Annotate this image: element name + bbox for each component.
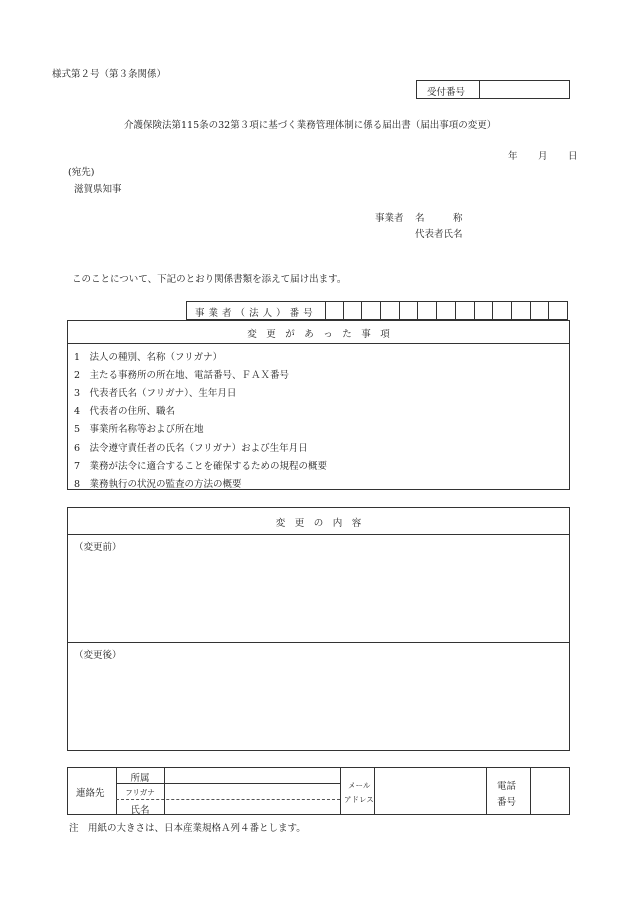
furigana-label: フリガナ — [125, 788, 155, 797]
changed-item-5: 5 事業所名称等および所在地 — [74, 424, 204, 436]
business-number-cell[interactable] — [531, 302, 550, 319]
business-label: 事業者 — [375, 213, 404, 224]
receipt-number-field[interactable] — [480, 81, 569, 98]
change-content-header: 変 更 の 内 容 — [275, 518, 362, 529]
changed-items-header: 変 更 が あ っ た 事 項 — [247, 329, 390, 340]
representative-name-label: 代表者氏名 — [415, 229, 463, 240]
business-number-cell[interactable] — [418, 302, 437, 319]
changed-item-3: 3 代表者氏名（フリガナ）、生年月日 — [74, 388, 237, 400]
business-name-label: 名 称 — [415, 213, 463, 224]
business-number-cell[interactable] — [325, 302, 344, 319]
mail-address-field[interactable] — [375, 768, 485, 814]
changed-item-4: 4 代表者の住所、職名 — [74, 406, 176, 418]
changed-item-7: 7 業務が法令に適合することを確保するための規程の概要 — [74, 460, 328, 472]
changed-item-6: 6 法令遵守責任者の氏名（フリガナ）および生年月日 — [74, 442, 308, 454]
statement: このことについて、下記のとおり関係書類を添えて届け出ます。 — [72, 274, 347, 285]
addressee: 滋賀県知事 — [74, 184, 122, 195]
business-number-cell[interactable] — [362, 302, 381, 319]
mail-label-line1: メール — [348, 781, 371, 790]
phone-label-line1: 電話 — [497, 781, 517, 792]
mail-label-line2: アドレス — [344, 795, 374, 804]
before-content-field[interactable] — [69, 552, 568, 640]
business-number-cell[interactable] — [381, 302, 400, 319]
name-field[interactable] — [165, 800, 339, 814]
page-title: 介護保険法第115条の32第３項に基づく業務管理体制に係る届出書（届出事項の変更） — [124, 120, 497, 131]
business-number-cell[interactable] — [400, 302, 419, 319]
business-number-cell[interactable] — [456, 302, 475, 319]
changed-item-1: 1 法人の種別、名称（フリガナ） — [74, 352, 223, 363]
phone-number-field[interactable] — [531, 768, 569, 814]
changed-item-2: 2 主たる事務所の所在地、電話番号、ＦＡＸ番号 — [74, 370, 290, 382]
addressee-label: (宛先) — [68, 167, 95, 178]
phone-label-line2: 番号 — [497, 797, 517, 808]
business-number-cell[interactable] — [512, 302, 531, 319]
business-number-cell[interactable] — [493, 302, 512, 319]
affiliation-field[interactable] — [165, 768, 339, 783]
business-number-cell[interactable] — [475, 302, 494, 319]
business-number-cell[interactable] — [344, 302, 363, 319]
business-number-cell[interactable] — [437, 302, 456, 319]
changed-items-box — [67, 320, 570, 490]
after-content-field[interactable] — [69, 660, 568, 748]
business-number-label: 事 業 者 （ 法 人 ） 番 号 — [195, 308, 314, 319]
change-content-box — [67, 507, 570, 751]
furigana-field[interactable] — [165, 784, 339, 799]
name-label: 氏名 — [130, 805, 150, 816]
contact-table — [67, 767, 570, 815]
form-id: 様式第２号（第３条関係） — [52, 69, 167, 80]
business-number-cell[interactable] — [549, 302, 568, 319]
changed-item-8: 8 業務執行の状況の監査の方法の概要 — [74, 478, 242, 490]
before-label: （変更前） — [74, 542, 122, 553]
business-number-row — [186, 301, 568, 320]
contact-label: 連絡先 — [76, 788, 105, 799]
date-year-label: 年 — [508, 151, 518, 162]
date-month-label: 月 — [538, 151, 548, 162]
date-day-label: 日 — [568, 151, 578, 162]
receipt-label: 受付番号 — [427, 87, 466, 98]
after-label: （変更後） — [74, 650, 122, 661]
affiliation-label: 所属 — [130, 773, 150, 784]
paper-size-note: 注 用紙の大きさは、日本産業規格Ａ列４番とします。 — [69, 823, 306, 834]
receipt-number-box — [416, 80, 570, 99]
